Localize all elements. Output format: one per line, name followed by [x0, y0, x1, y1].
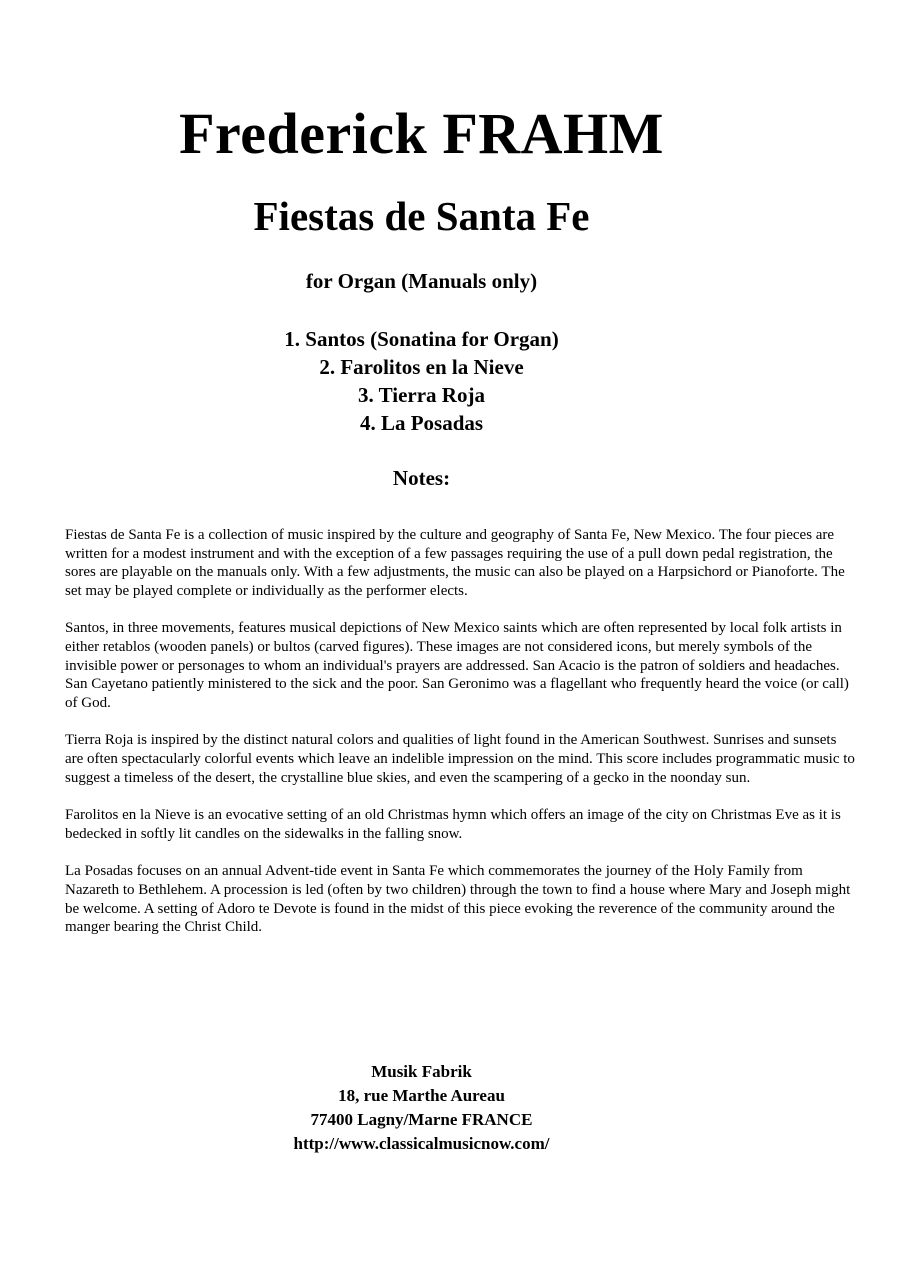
notes-paragraph: Fiestas de Santa Fe is a collection of music inspired by the culture and geography of Santa Fe, New Mexico. The four pieces are written for a modest instrument and with the exception of a few passages requiring the use of a pull down pedal registration, the sores are playable on the manuals only. With a few adjustments, the music can also be played on a Harpsichord or Pianoforte. The set may be played complete or individually as the performer elects. [65, 527, 845, 599]
notes-paragraph: Farolitos en la Nieve is an evocative setting of an old Christmas hymn which offers an image of the city on Christmas Eve as it is bedecked in softly lit candles on the sidewalks in the falling snow. [65, 807, 841, 842]
work-title: Fiestas de Santa Fe [253, 193, 590, 239]
instrumentation-subtitle: for Organ (Manuals only) [305, 269, 538, 293]
notes-paragraph: Tierra Roja is inspired by the distinct natural colors and qualities of light found in the American Southwest. Sunrises and sunsets are often spectacularly colorful events which leave an indelible impression on the mind. This score includes programmatic music to suggest a timeless of the desert, the crystalline blue skies, and even the scampering of a gecko in the noonday sun. [65, 732, 855, 786]
publisher-url: http://www.classicalmusicnow.com/ [293, 1134, 550, 1153]
notes-heading: Notes: [392, 466, 451, 490]
publisher-name: Musik Fabrik [371, 1062, 472, 1081]
publisher-street: 18, rue Marthe Aureau [338, 1086, 505, 1105]
notes-body [65, 526, 855, 956]
movement-item: 1. Santos (Sonatina for Organ) [284, 327, 559, 351]
movement-item: 4. La Posadas [359, 411, 484, 435]
movement-list [0, 325, 843, 437]
composer-name: Frederick FRAHM [179, 101, 664, 166]
notes-paragraph: Santos, in three movements, features musical depictions of New Mexico saints which are often represented by local folk artists in either retablos (wooden panels) or bultos (carved figures). These images are not considered icons, but merely symbols of the invisible power or personages to whom an individual's prayers are addressed. San Acacio is the patron of soldiers and headaches. San Cayetano patiently ministered to the sick and the poor. San Geronimo was a flagellant who frequently heard the voice (or call) of God. [65, 620, 849, 711]
publisher-block [0, 1060, 843, 1156]
notes-paragraph: La Posadas focuses on an annual Advent-tide event in Santa Fe which commemorates the journey of the Holy Family from Nazareth to Bethlehem. A procession is led (often by two children) through the town to find a house where Mary and Joseph might be welcome. A setting of Adoro te Devote is found in the midst of this piece evoking the reverence of the community around the manger bearing the Christ Child. [65, 863, 851, 936]
movement-item: 3. Tierra Roja [358, 383, 485, 407]
movement-item: 2. Farolitos en la Nieve [319, 355, 524, 379]
publisher-city: 77400 Lagny/Marne FRANCE [310, 1110, 533, 1129]
